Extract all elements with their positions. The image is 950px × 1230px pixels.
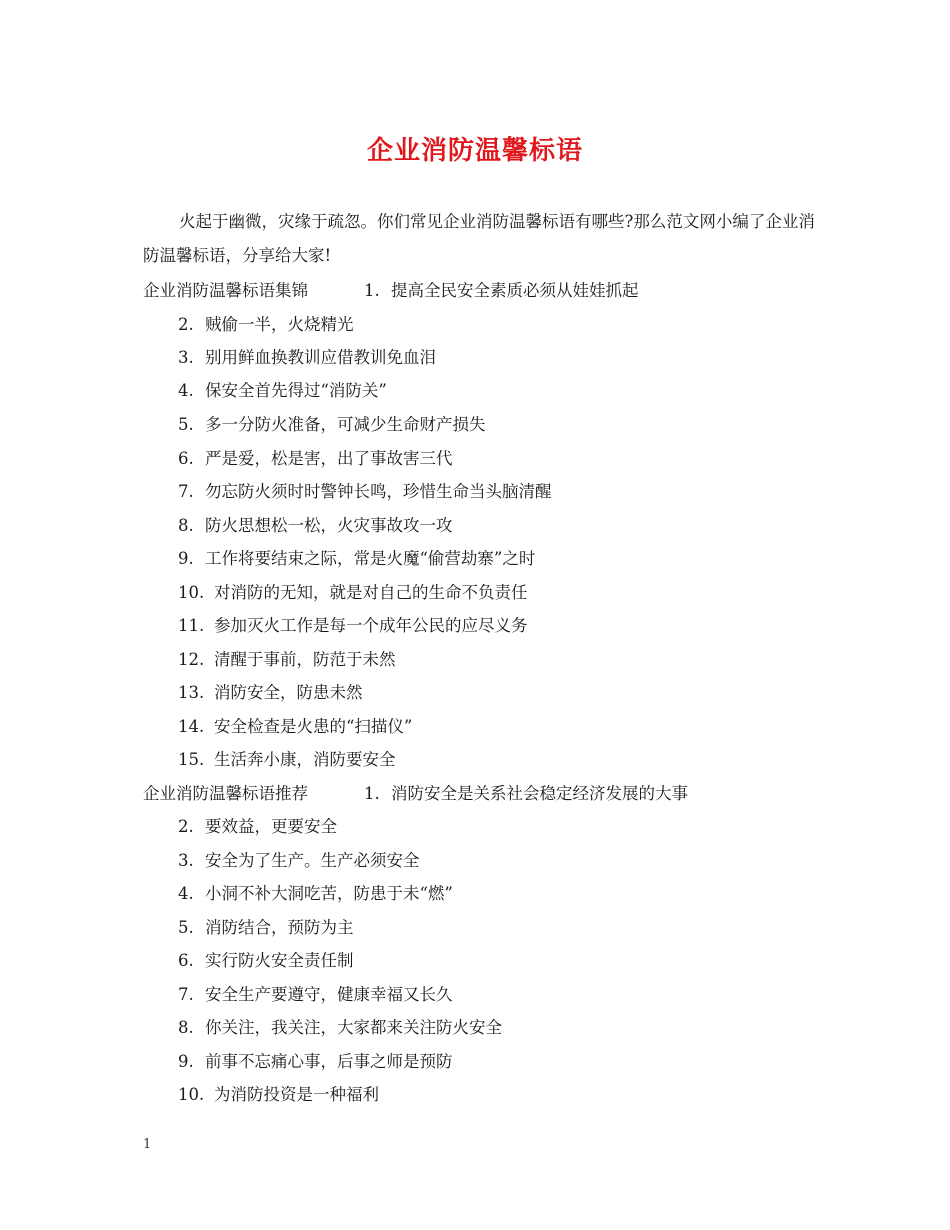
item-text: 消防结合，预防为主	[205, 918, 354, 937]
list-item	[0, 609, 950, 643]
item-text: 提高全民安全素质必须从娃娃抓起	[391, 281, 639, 300]
item-number: 2.	[178, 315, 194, 334]
item-number: 5.	[178, 415, 194, 434]
list-item	[0, 844, 950, 878]
item-number: 9.	[178, 1052, 194, 1071]
intro-paragraph: 火起于幽微，灾缘于疏忽。你们常见企业消防温馨标语有哪些?那么范文网小编了企业消防温馨标语，分享给大家!	[143, 212, 815, 265]
list-item	[0, 1045, 950, 1079]
item-number: 4.	[178, 884, 194, 903]
item-text: 安全生产要遵守，健康幸福又长久	[205, 985, 453, 1004]
item-text: 消防安全是关系社会稳定经济发展的大事	[391, 784, 688, 803]
item-text: 多一分防火准备，可减少生命财产损失	[205, 415, 486, 434]
item-text: 勿忘防火须时时警钟长鸣，珍惜生命当头脑清醒	[205, 482, 552, 501]
section-heading: 企业消防温馨标语集锦	[143, 281, 308, 300]
list-item	[0, 877, 950, 911]
item-number: 8.	[178, 1018, 194, 1037]
list-item	[0, 341, 950, 375]
list-item	[0, 743, 950, 777]
list-item	[0, 676, 950, 710]
list-item	[0, 1078, 950, 1112]
item-number: 6.	[178, 449, 194, 468]
item-text: 严是爱，松是害，出了事故害三代	[205, 449, 453, 468]
item-text: 你关注，我关注，大家都来关注防火安全	[205, 1018, 502, 1037]
item-number: 7.	[178, 985, 194, 1004]
list-item	[0, 475, 950, 509]
list-item	[0, 442, 950, 476]
section-heading: 企业消防温馨标语推荐	[143, 784, 308, 803]
list-item	[0, 374, 950, 408]
item-number: 4.	[178, 381, 194, 400]
item-text: 工作将要结束之际，常是火魔“偷营劫寨”之时	[205, 549, 536, 568]
list-item	[0, 408, 950, 442]
list-item	[0, 308, 950, 342]
list-item	[0, 810, 950, 844]
item-number: 13.	[178, 683, 205, 702]
item-text: 小洞不补大洞吃苦，防患于未“燃”	[205, 884, 453, 903]
item-text: 安全为了生产。生产必须安全	[205, 851, 420, 870]
document-title: 企业消防温馨标语	[366, 136, 583, 166]
item-text: 清醒于事前，防范于未然	[214, 650, 396, 669]
item-text: 安全检查是火患的“扫描仪”	[214, 717, 413, 736]
item-text: 对消防的无知，就是对自己的生命不负责任	[214, 583, 528, 602]
item-number: 5.	[178, 918, 194, 937]
list-item	[0, 978, 950, 1012]
item-text: 实行防火安全责任制	[205, 951, 354, 970]
list-item	[0, 710, 950, 744]
item-number: 3.	[178, 348, 194, 367]
item-number: 7.	[178, 482, 194, 501]
list-item	[0, 1011, 950, 1045]
item-text: 防火思想松一松，火灾事故攻一攻	[205, 516, 453, 535]
item-text: 前事不忘痛心事，后事之师是预防	[205, 1052, 453, 1071]
item-number: 8.	[178, 516, 194, 535]
list-item	[0, 509, 950, 543]
item-text: 为消防投资是一种福利	[214, 1085, 379, 1104]
section-heading-line	[0, 274, 950, 308]
item-number: 15.	[178, 750, 205, 769]
item-text: 别用鲜血换教训应借教训免血泪	[205, 348, 436, 367]
list-item	[0, 643, 950, 677]
item-text: 消防安全，防患未然	[214, 683, 363, 702]
item-number: 10.	[178, 583, 205, 602]
item-text: 贼偷一半，火烧精光	[205, 315, 354, 334]
item-text: 保安全首先得过“消防关”	[205, 381, 387, 400]
page-number: 1	[143, 1137, 152, 1152]
item-number: 10.	[178, 1085, 205, 1104]
item-number: 2.	[178, 817, 194, 836]
list-item	[0, 542, 950, 576]
item-number: 1.	[364, 784, 380, 803]
list-item	[0, 576, 950, 610]
item-number: 14.	[178, 717, 205, 736]
list-item	[0, 911, 950, 945]
item-text: 生活奔小康，消防要安全	[214, 750, 396, 769]
item-number: 1.	[364, 281, 380, 300]
item-number: 9.	[178, 549, 194, 568]
item-number: 11.	[178, 616, 205, 635]
item-text: 要效益，更要安全	[205, 817, 337, 836]
item-text: 参加灭火工作是每一个成年公民的应尽义务	[214, 616, 528, 635]
item-number: 3.	[178, 851, 194, 870]
section-heading-line	[0, 777, 950, 811]
item-number: 6.	[178, 951, 194, 970]
list-item	[0, 944, 950, 978]
item-number: 12.	[178, 650, 205, 669]
